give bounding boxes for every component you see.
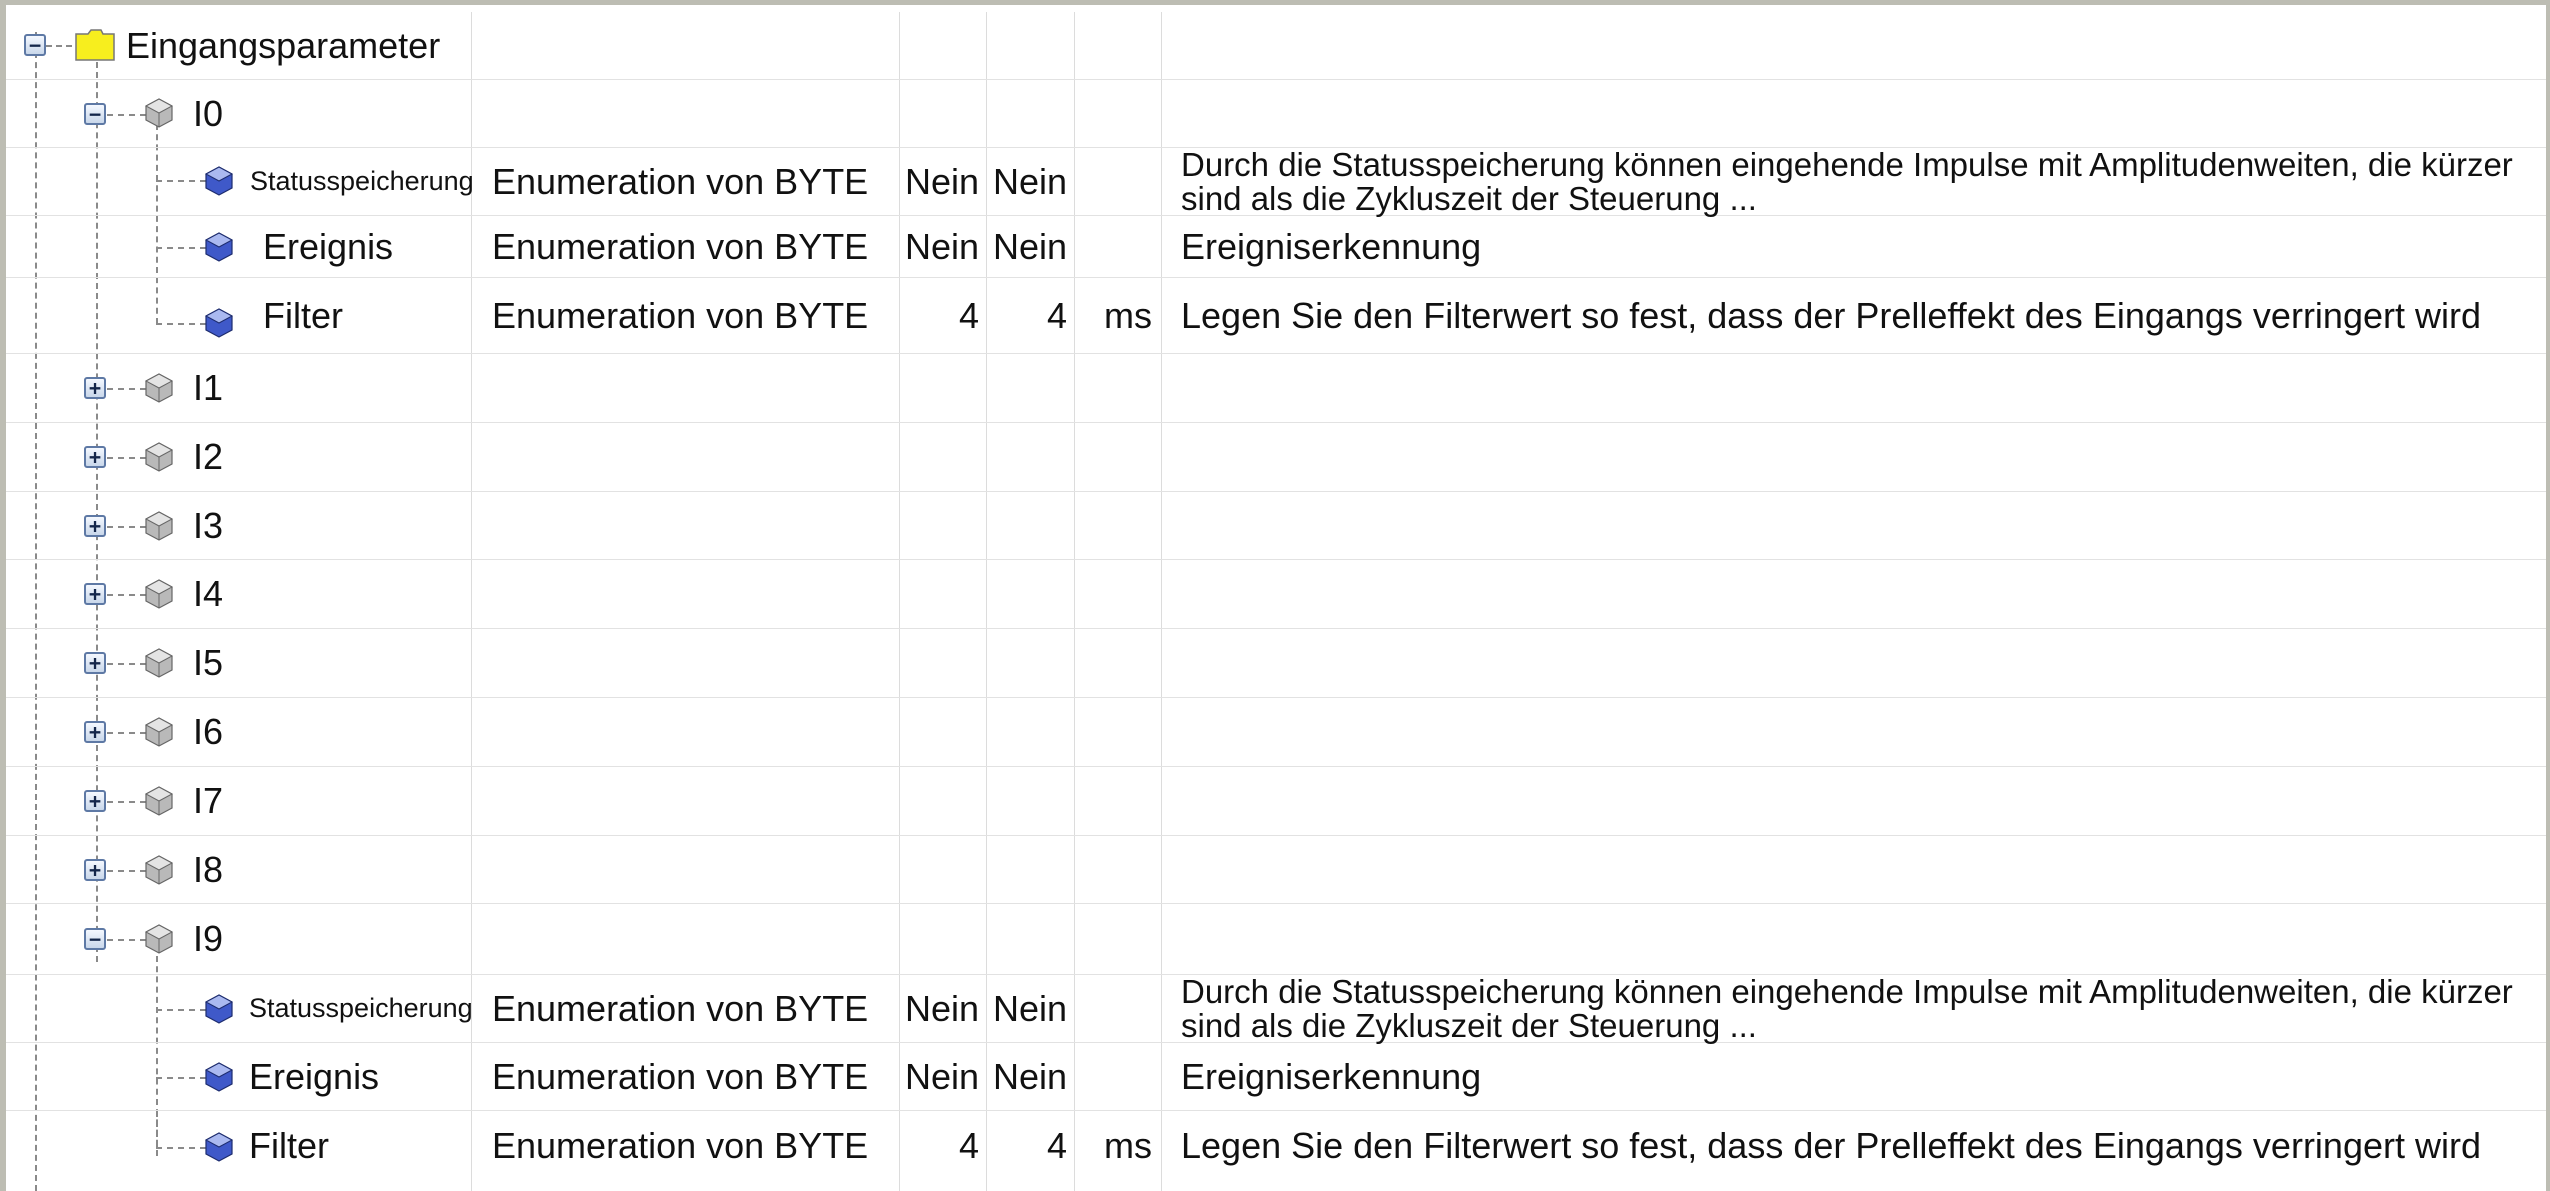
tree-row-group[interactable] (6, 767, 2546, 836)
tree-row-group[interactable] (6, 698, 2546, 767)
type-cell: Enumeration von BYTE (492, 1125, 869, 1166)
unit-cell (1081, 216, 1166, 277)
group-label: I8 (193, 848, 224, 890)
tree-row-group[interactable] (6, 492, 2546, 560)
expand-icon[interactable]: + (84, 377, 106, 399)
value-cell[interactable]: 4 (1046, 294, 1067, 336)
module-icon (145, 786, 173, 816)
default-value-cell: Nein (904, 160, 979, 202)
unit-cell (1081, 975, 1166, 1042)
tree-row-group[interactable] (6, 354, 2546, 423)
group-label: I7 (193, 780, 224, 821)
group-label: I9 (193, 918, 224, 959)
parameter-icon (205, 1062, 233, 1092)
group-label: I1 (193, 367, 224, 408)
module-icon (145, 579, 173, 609)
default-value-cell: 4 (958, 1125, 979, 1166)
expand-icon[interactable]: + (84, 515, 106, 537)
tree-line (156, 1077, 206, 1079)
value-cell[interactable]: 4 (1046, 1125, 1067, 1166)
tree-line (156, 323, 206, 325)
parameter-name: Ereignis (263, 225, 394, 267)
module-icon (145, 442, 173, 472)
tree-row-group[interactable] (6, 560, 2546, 629)
module-icon (145, 98, 173, 128)
expand-icon[interactable]: + (84, 790, 106, 812)
expand-icon[interactable]: + (84, 446, 106, 468)
parameter-name: Statusspeicherung (250, 166, 474, 196)
group-label: I5 (193, 642, 224, 683)
parameter-row[interactable] (6, 972, 2546, 1044)
collapse-icon[interactable]: − (24, 34, 46, 56)
group-label: I3 (193, 504, 224, 546)
parameter-row[interactable] (6, 1111, 2546, 1181)
unit-cell (1081, 1043, 1166, 1110)
description-cell: Legen Sie den Filterwert so fest, dass der Prelleffekt des Eingangs verringert wird (1181, 1125, 2481, 1166)
group-label: I2 (193, 436, 224, 477)
default-value-cell: 4 (958, 294, 979, 336)
group-label: I4 (193, 573, 224, 614)
value-cell[interactable]: Nein (992, 225, 1067, 267)
parameter-name: Statusspeicherung (249, 993, 473, 1023)
description-cell: Durch die Statusspeicherung können eingehende Impulse mit Amplitudenweiten, die kürzer sind als die Zykluszeit der Steuerung ... (1181, 145, 2513, 217)
tree-line (156, 1111, 158, 1147)
parameter-tree-table (6, 12, 2546, 1191)
value-cell[interactable]: Nein (992, 987, 1067, 1029)
expand-icon[interactable]: + (84, 721, 106, 743)
tree-row-group[interactable] (6, 836, 2546, 904)
parameter-name: Filter (249, 1125, 329, 1166)
parameter-icon (205, 166, 233, 196)
tree-line (156, 247, 206, 249)
unit-cell: ms (1104, 1125, 1152, 1166)
value-cell[interactable]: Nein (992, 160, 1067, 202)
parameter-name: Filter (263, 294, 343, 336)
module-icon (145, 648, 173, 678)
group-label: I6 (193, 711, 224, 752)
parameter-row[interactable] (6, 216, 2546, 278)
expand-icon[interactable]: + (84, 652, 106, 674)
parameter-name: Ereignis (249, 1055, 380, 1097)
parameter-icon (205, 994, 233, 1024)
description-cell: Ereigniserkennung (1181, 1055, 1482, 1097)
type-cell: Enumeration von BYTE (492, 160, 869, 202)
description-cell: Durch die Statusspeicherung können eingehende Impulse mit Amplitudenweiten, die kürzer sind als die Zykluszeit der Steuerung ... (1181, 972, 2513, 1044)
default-value-cell: Nein (904, 987, 979, 1029)
tree-row-group[interactable] (6, 629, 2546, 698)
expand-icon[interactable]: + (84, 583, 106, 605)
type-cell: Enumeration von BYTE (492, 1055, 869, 1097)
parameter-row[interactable] (6, 278, 2546, 354)
unit-cell (1081, 148, 1166, 215)
value-cell[interactable]: Nein (992, 1055, 1067, 1097)
expand-icon[interactable]: + (84, 859, 106, 881)
type-cell: Enumeration von BYTE (492, 294, 869, 336)
parameter-icon (205, 232, 233, 262)
module-icon (145, 373, 173, 403)
description-cell: Ereigniserkennung (1181, 225, 1482, 267)
parameter-icon (205, 1132, 233, 1162)
default-value-cell: Nein (904, 225, 979, 267)
collapse-icon[interactable]: − (84, 928, 106, 950)
type-cell: Enumeration von BYTE (492, 225, 869, 267)
tree-row-root[interactable] (6, 12, 2546, 80)
parameter-icon (205, 308, 233, 338)
group-label: I0 (193, 92, 224, 134)
collapse-icon[interactable]: − (84, 103, 106, 125)
tree-line (156, 1147, 206, 1149)
default-value-cell: Nein (904, 1055, 979, 1097)
tree-line (156, 1009, 206, 1011)
type-cell: Enumeration von BYTE (492, 987, 869, 1029)
parameter-row[interactable] (6, 145, 2546, 217)
tree-row-group[interactable] (6, 80, 2546, 148)
description-cell: Legen Sie den Filterwert so fest, dass der Prelleffekt des Eingangs verringert wird (1181, 294, 2481, 336)
module-icon (145, 717, 173, 747)
module-icon (145, 511, 173, 541)
tree-row-group[interactable] (6, 423, 2546, 492)
root-label: Eingangsparameter (126, 24, 441, 66)
tree-line (156, 180, 206, 182)
folder-icon (74, 28, 116, 62)
tree-row-group[interactable] (6, 904, 2546, 975)
module-icon (145, 855, 173, 885)
parameter-row[interactable] (6, 1043, 2546, 1111)
unit-cell: ms (1104, 294, 1152, 336)
module-icon (145, 924, 173, 954)
